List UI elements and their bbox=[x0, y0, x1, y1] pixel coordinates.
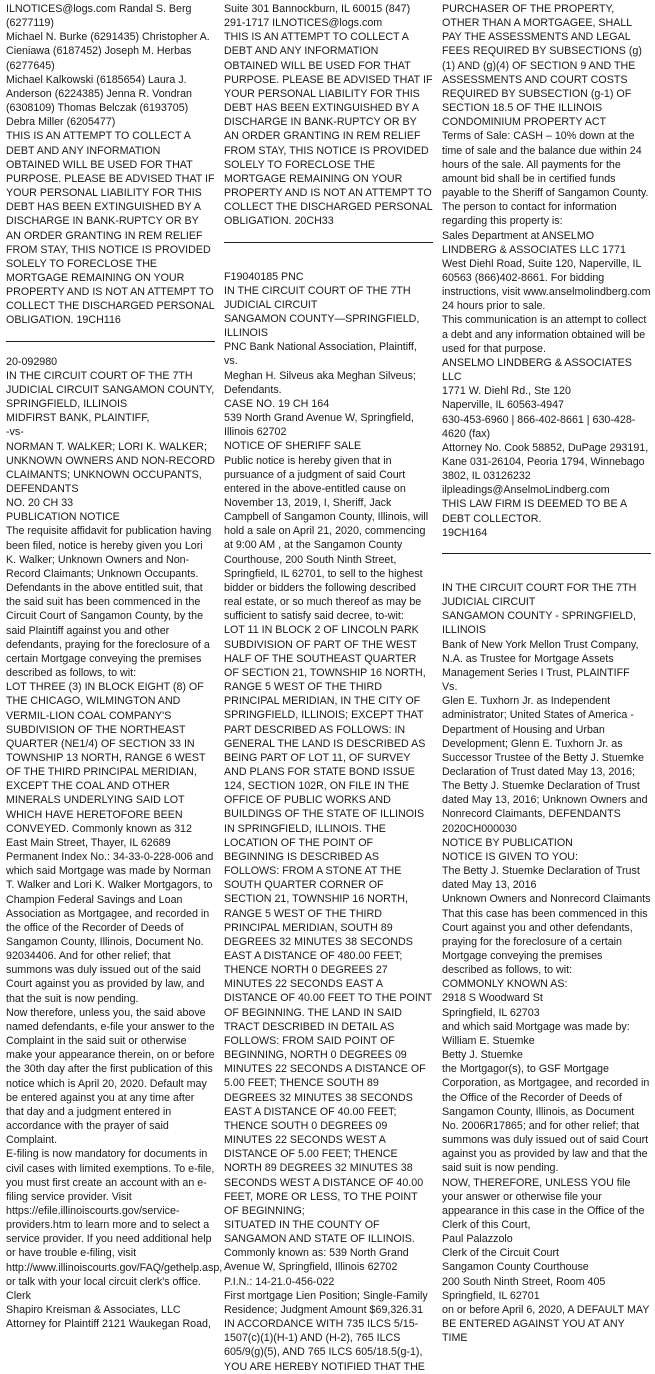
column-2 bbox=[224, 2, 433, 1373]
spacer bbox=[442, 567, 651, 581]
column-3 bbox=[442, 2, 651, 1345]
notice-20ch33: 20-092980 IN THE CIRCUIT COURT OF THE 7TH JUDICIAL CIRCUIT SANGAMON COUNTY, SPRINGFIELD, ILLINOIS MIDFIRST BANK, PLAINTIFF, -vs- NORMAN T. WALKER; LORI K. WALKER; UNKNOWN OWNERS AND NON-RECORD CLAIMANTS; UNKNOWN OCCUPANTS, DEFENDANTS NO. 20 CH 33 PUBLICATION NOTICE The requisite affidavit for publication having been filed, notice is hereby given you Lori K. Walker; Unknown Owners and Non-Record Claimants; Unknown Occupants. Defendants in the above entitled suit, that the said suit has been commenced in the Circuit Court of Sangamon County, by the said Plaintiff against you and other defendants, praying for the foreclosure of a certain Mortgage conveying the premises described as follows, to wit: LOT THREE (3) IN BLOCK EIGHT (8) OF THE CHICAGO, WILMINGTON AND VERMIL-LION COAL COMPANY'S SUBDIVISION OF THE NORTHEAST QUARTER (NE1/4) OF SECTION 33 IN TOWNSHIP 13 NORTH, RANGE 6 WEST OF THE THIRD PRINCIPAL MERIDIAN, EXCEPT THE COAL AND OTHER MINERALS UNDERLYING SAID LOT WHICH HAVE HERETOFORE BEEN CONVEYED. Commonly known as 312 East Main Street, Thayer, IL 62689 Permanent Index No.: 34-33-0-228-006 and which said Mortgage was made by Norman T. Walker and Lori K. Walker Mortgagors, to Champion Federal Savings and Loan Association as Mortgagee, and recorded in the office of the Recorder of Deeds of Sangamon County, Illinois, Document No. 92034406. And for other relief; that summons was duly issued out of the said Court against you as provided by law, and that the suit is now pending. Now therefore, unless you, the said above named defendants, e-file your answer to the Complaint in the said suit or otherwise make your appearance therein, on or before the 30th day after the first publication of this notice which is April 20, 2020. Default may be entered against you at any time after that day and a judgment entered in accordance with the prayer of said Complaint. E-filing is now mandatory for documents in civil cases with limited exemptions. To e-file, you must first create an account with an e-filing service provider. Visit https://efile.illinoiscourts.gov/service-providers.htm to learn more and to select a service provider. If you need additional help or have trouble e-filing, visit http://www.illinoiscourts.gov/FAQ/gethelp.asp, or talk with your local circuit clerk's office. Clerk Shapiro Kreisman & Associates, LLC Attorney for Plaintiff 2121 Waukegan Road, bbox=[6, 355, 223, 1331]
notice-19ch164-sheriff-sale: F19040185 PNC IN THE CIRCUIT COURT OF THE 7TH JUDICIAL CIRCUIT SANGAMON COUNTY—SPRINGFIELD, ILLINOIS PNC Bank National Association, Plaintiff, vs. Meghan H. Silveus aka Meghan Silveus; Defendants. CASE NO. 19 CH 164 539 North Grand Avenue W, Springfield, Illinois 62702 NOTICE OF SHERIFF SALE Public notice is hereby given that in pursuance of a judgment of said Court entered in the above-entitled cause on November 13, 2019, I, Sheriff, Jack Campbell of Sangamon County, Illinois, will hold a sale on April 21, 2020, commencing at 9:00 AM , at the Sangamon County Courthouse, 200 South Ninth Street, Springfield, IL 62701, to sell to the highest bidder or bidders the following described real estate, or so much thereof as may be sufficient to satisfy said decree, to-wit: LOT 11 IN BLOCK 2 OF LINCOLN PARK SUBDIVISION OF PART OF THE WEST HALF OF THE SOUTHEAST QUARTER OF SECTION 21, TOWNSHIP 16 NORTH, RANGE 5 WEST OF THE THIRD PRINCIPAL MERIDIAN, IN THE CITY OF SPRINGFIELD, ILLINOIS; EXCEPT THAT PART DESCRIBED AS FOLLOWS: IN GENERAL THE LAND IS DESCRIBED AS BEING PART OF LOT 11, OF SURVEY AND PLANS FOR STATE BOND ISSUE 124, SECTION 102R, ON FILE IN THE OFFICE OF PUBLIC WORKS AND BUILDINGS OF THE STATE OF ILLINOIS IN SPRINGFIELD, ILLINOIS. THE LOCATION OF THE POINT OF BEGINNING IS DESCRIBED AS FOLLOWS: FROM A STONE AT THE SOUTH QUARTER CORNER OF SECTION 21, TOWNSHIP 16 NORTH, RANGE 5 WEST OF THE THIRD PRINCIPAL MERIDIAN, SOUTH 89 DEGREES 32 MINUTES 38 SECONDS EAST A DISTANCE OF 480.00 FEET; THENCE NORTH 0 DEGREES 27 MINUTES 22 SECONDS EAST A DISTANCE OF 40.00 FEET TO THE POINT OF BEGINNING. THE LAND IN SAID TRACT DESCRIBED IN DETAIL AS FOLLOWS: FROM SAID POINT OF BEGINNING, NORTH 0 DEGREES 09 MINUTES 22 SECONDS A DISTANCE OF 5.00 FEET; THENCE SOUTH 89 DEGREES 32 MINUTES 38 SECONDS EAST A DISTANCE OF 40.00 FEET; THENCE SOUTH 0 DEGREES 09 MINUTES 22 SECONDS WEST A DISTANCE OF 5.00 FEET; THENCE NORTH 89 DEGREES 32 MINUTES 38 SECONDS WEST A DISTANCE OF 40.00 FEET, MORE OR LESS, TO THE POINT OF BEGINNING; SITUATED IN THE COUNTY OF SANGAMON AND STATE OF ILLINOIS. Commonly known as: 539 North Grand Avenue W, Springfield, Illinois 62702 P.I.N.: 14-21.0-456-022 First mortgage Lien Position; Single-Family Residence; Judgment Amount $69,326.31 IN ACCORDANCE WITH 735 ILCS 5/15-1507(c)(1)(H-1) AND (H-2), 765 ILCS 605/9(g)(5), AND 765 ILCS 605/18.5(g-1), YOU ARE HEREBY NOTIFIED THAT THE bbox=[224, 270, 432, 1373]
notice-19ch164-tail: PURCHASER OF THE PROPERTY, OTHER THAN A MORTGAGEE, SHALL PAY THE ASSESSMENTS AND LEGAL FEES REQUIRED BY SUBSECTIONS (g)(1) AND (g)(4) OF SECTION 9 AND THE ASSESSMENTS AND COURT COSTS REQUIRED BY SUBSECTION (g-1) OF SECTION 18.5 OF THE ILLINOIS CONDOMINIUM PROPERTY ACT Terms of Sale: CASH – 10% down at the time of sale and the balance due within 24 hours of the sale. All payments for the amount bid shall be in certified funds payable to the Sheriff of Sangamon County. The person to contact for information regarding this property is: Sales Department at ANSELMO LINDBERG & ASSOCIATES LLC 1771 West Diehl Road, Suite 120, Naperville, IL 60563 (866)402-8661. For bidding instructions, visit www.anselmolindberg.com 24 hours prior to sale. This communication is an attempt to collect a debt and any information obtained will be used for that purpose. ANSELMO LINDBERG & ASSOCIATES LLC 1771 W. Diehl Rd., Ste 120 Naperville, IL 60563-4947 630-453-6960 | 866-402-8661 | 630-428-4620 (fax) Attorney No. Cook 58852, DuPage 293191, Kane 031-26104, Peoria 1794, Winnebago 3802, IL 03126232 ilpleadings@AnselmoLindberg.com THIS LAW FIRM IS DEEMED TO BE A DEBT COLLECTOR. 19CH164 bbox=[442, 3, 651, 539]
notice-20ch33-tail: Suite 301 Bannockburn, IL 60015 (847) 291-1717 ILNOTICES@logs.com THIS IS AN ATTEMPT TO COLLECT A DEBT AND ANY INFORMATION OBTAINED WILL BE USED FOR THAT PURPOSE. PLEASE BE ADVISED THAT IF YOUR PERSONAL LIABILITY FOR THIS DEBT HAS BEEN EXTINGUISHED BY A DISCHARGE IN BANK-RUPTCY OR BY AN ORDER GRANTING IN REM RELIEF FROM STAY, THIS NOTICE IS PROVIDED SOLELY TO FORECLOSE THE MORTGAGE REMAINING ON YOUR PROPERTY AND IS NOT AN ATTEMPT TO COLLECT THE DISCHARGED PERSONAL OBLIGATION. 20CH33 bbox=[224, 3, 433, 228]
notice-divider bbox=[6, 341, 215, 342]
notice-19ch116-tail: ILNOTICES@logs.com Randal S. Berg (6277119) Michael N. Burke (6291435) Christopher A. Cieniawa (6187452) Joseph M. Herbas (6277645) Michael Kalkowski (6185654) Laura J. Anderson (6224385) Jenna R. Vondran (6308109) Thomas Belczak (6193705) Debra Miller (6205477) THIS IS AN ATTEMPT TO COLLECT A DEBT AND ANY INFORMATION OBTAINED WILL BE USED FOR THAT PURPOSE. PLEASE BE ADVISED THAT IF YOUR PERSONAL LIABILITY FOR THIS DEBT HAS BEEN EXTINGUISHED BY A DISCHARGE IN BANK-RUPTCY OR BY AN ORDER GRANTING IN REM RELIEF FROM STAY, THIS NOTICE IS PROVIDED SOLELY TO FORECLOSE THE MORTGAGE REMAINING ON YOUR PROPERTY AND IS NOT AN ATTEMPT TO COLLECT THE DISCHARGED PERSONAL OBLIGATION. 19CH116 bbox=[6, 3, 215, 327]
notice-divider bbox=[224, 242, 433, 243]
notice-2020ch000030: IN THE CIRCUIT COURT FOR THE 7TH JUDICIAL CIRCUIT SANGAMON COUNTY - SPRINGFIELD, ILLINOIS Bank of New York Mellon Trust Company, N.A. as Trustee for Mortgage Assets Management Series I Trust, PLAINTIFF Vs. Glen E. Tuxhorn Jr. as Independent administrator; United States of America - Department of Housing and Urban Development; Glenn E. Tuxhorn Jr. as Successor Trustee of the Betty J. Stuemke Declaration of Trust dated May 13, 2016; The Betty J. Stuemke Declaration of Trust dated May 13, 2016; Unknown Owners and Nonrecord Claimants, DEFENDANTS 2020CH000030 NOTICE BY PUBLICATION NOTICE IS GIVEN TO YOU: The Betty J. Stuemke Declaration of Trust dated May 13, 2016 Unknown Owners and Nonrecord Claimants That this case has been commenced in this Court against you and other defendants, praying for the foreclosure of a certain Mortgage conveying the premises described as follows, to wit: COMMONLY KNOWN AS: 2918 S Woodward St Springfield, IL 62703 and which said Mortgage was made by: William E. Stuemke Betty J. Stuemke the Mortgagor(s), to GSF Mortgage Corporation, as Mortgagee, and recorded in the Office of the Recorder of Deeds of Sangamon County, Illinois, as Document No. 2006R17865; and for other relief; that summons was duly issued out of said Court against you as provided by law and that the said suit is now pending. NOW, THEREFORE, UNLESS YOU file your answer or otherwise file your appearance in this case in the Office of the Clerk of this Court, Paul Palazzolo Clerk of the Circuit Court Sangamon County Courthouse 200 South Ninth Street, Room 405 Springfield, IL 62701 on or before April 6, 2020, A DEFAULT MAY BE ENTERED AGAINST YOU AT ANY TIME bbox=[442, 581, 651, 1345]
notice-divider bbox=[442, 553, 651, 554]
column-1 bbox=[6, 2, 223, 1338]
spacer bbox=[224, 256, 433, 270]
